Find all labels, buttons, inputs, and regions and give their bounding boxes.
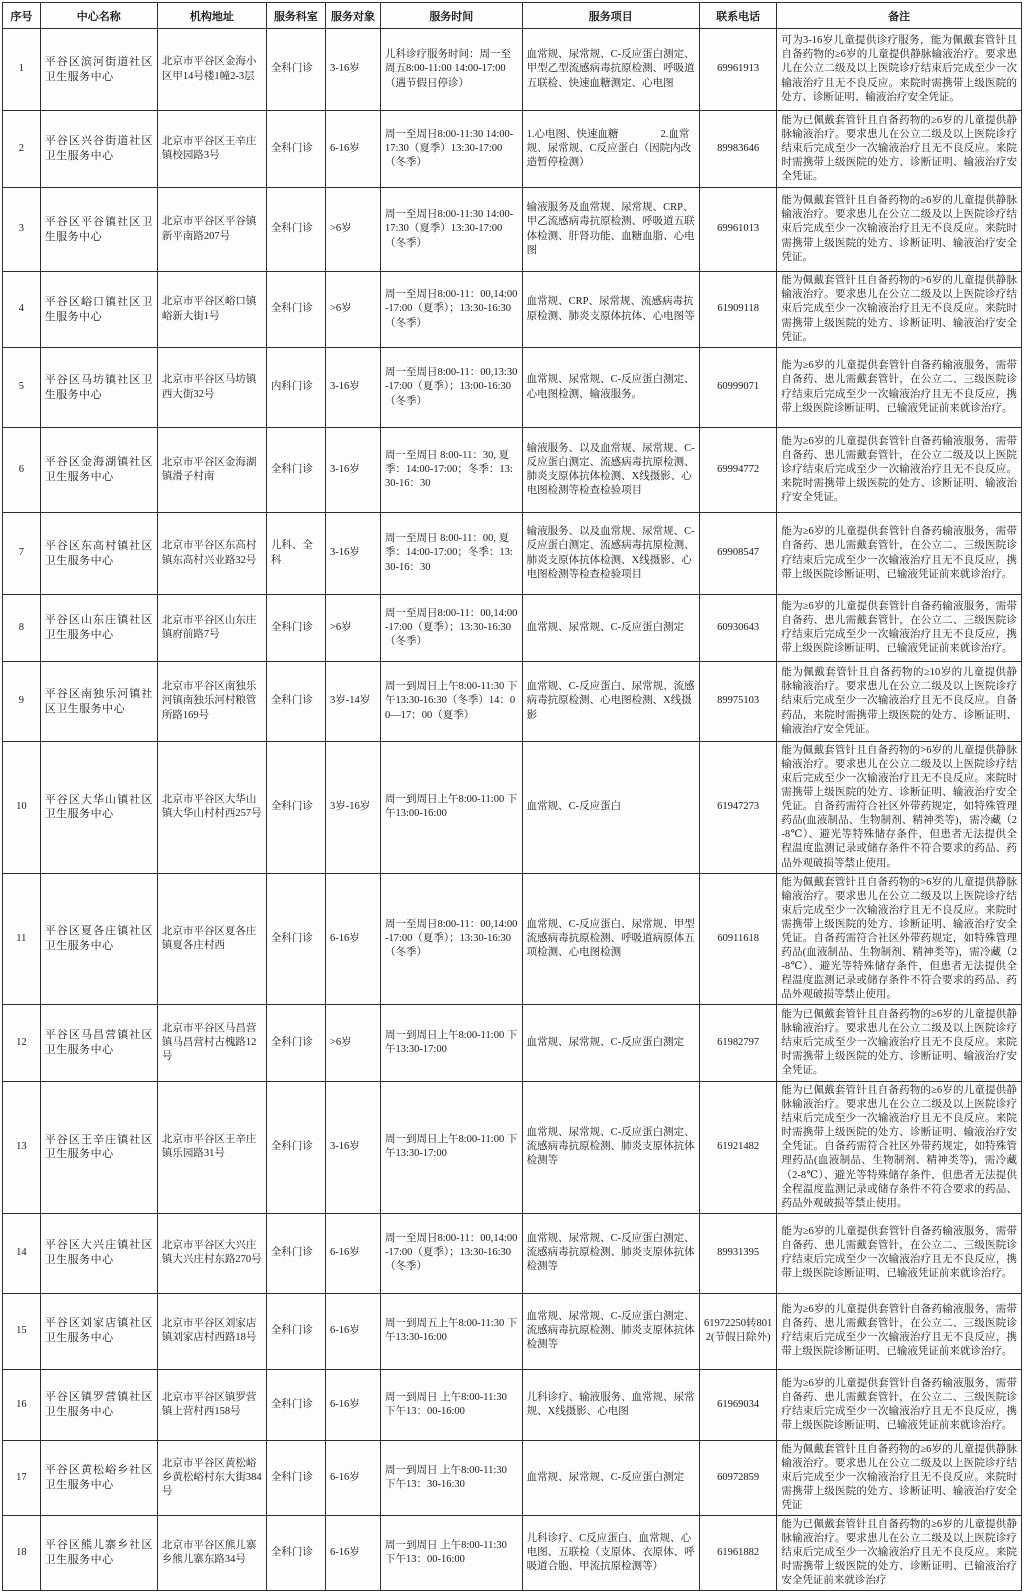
table-row xyxy=(3,111,1022,188)
cell-no: 2 xyxy=(3,111,41,188)
column-header-time: 服务时间 xyxy=(381,3,523,29)
cell-no: 7 xyxy=(3,513,41,595)
cell-address: 北京市平谷区镇罗营镇上营村西158号 xyxy=(157,1369,266,1440)
cell-phone: 69961913 xyxy=(699,29,776,111)
cell-target: 6-16岁 xyxy=(325,873,380,1005)
cell-time: 儿科诊疗服务时间：周一至周五8:00-11:00 14:00-17:00（遇节假日停诊） xyxy=(381,29,523,111)
cell-items: 儿科诊疗、输液服务、血常规、尿常规、X线摄影、心电图 xyxy=(522,1369,699,1440)
table-row xyxy=(3,348,1022,428)
cell-time: 周一至周日8:00-11：00,14:00-17:00（夏季）；13:30-16:30（冬季） xyxy=(381,1213,523,1293)
cell-address: 北京市平谷区刘家店镇刘家店村西路18号 xyxy=(157,1293,266,1369)
table-row xyxy=(3,428,1022,513)
cell-name: 平谷区马坊镇社区卫生服务中心 xyxy=(40,348,157,428)
cell-name: 平谷区马昌营镇社区卫生服务中心 xyxy=(40,1005,157,1082)
cell-name: 平谷区山东庄镇社区卫生服务中心 xyxy=(40,595,157,662)
cell-remark: 能为≥6岁的儿童提供套管针自备药输液服务，需带自备药、患儿需戴套管针，在公立二、三级医院诊疗结束后完成至少一次输液治疗且无不良反应，携带上级医院诊断证明、已输液凭证前来就诊治疗。 xyxy=(777,513,1022,595)
cell-no: 12 xyxy=(3,1005,41,1082)
cell-no: 1 xyxy=(3,29,41,111)
table-row xyxy=(3,1082,1022,1214)
cell-phone: 61982797 xyxy=(699,1005,776,1082)
cell-address: 北京市平谷区熊儿寨乡熊儿寨东路34号 xyxy=(157,1516,266,1591)
column-header-no: 序号 xyxy=(3,3,41,29)
cell-name: 平谷区金海湖镇社区卫生服务中心 xyxy=(40,428,157,513)
cell-time: 周一到周日上午8:00-11:00 下午13:30-17:00 xyxy=(381,1082,523,1214)
table-row xyxy=(3,1369,1022,1440)
column-header-name: 中心名称 xyxy=(40,3,157,29)
cell-address: 北京市平谷区大华山镇大华山村村西257号 xyxy=(157,742,266,874)
cell-name: 平谷区大华山镇社区卫生服务中心 xyxy=(40,742,157,874)
cell-time: 周一到周日上午8:00-11:30 下午13:30-16:30（冬季）14：00—17：00（夏季） xyxy=(381,662,523,742)
cell-target: 3-16岁 xyxy=(325,1082,380,1214)
cell-target: 3-16岁 xyxy=(325,348,380,428)
cell-phone: 61947273 xyxy=(699,742,776,874)
cell-phone: 69961013 xyxy=(699,188,776,272)
table-row xyxy=(3,1213,1022,1293)
cell-name: 平谷区夏各庄镇社区卫生服务中心 xyxy=(40,873,157,1005)
table-row xyxy=(3,513,1022,595)
cell-target: 6-16岁 xyxy=(325,1516,380,1591)
health-centers-table xyxy=(2,2,1022,1591)
table-row xyxy=(3,188,1022,272)
table-row xyxy=(3,1440,1022,1515)
cell-no: 14 xyxy=(3,1213,41,1293)
cell-remark: 能为佩戴套管针且自备药物的≥6岁的儿童提供静脉输液治疗。要求患儿在公立二级及以上医院诊疗结束后完成至少一次输液治疗且无不良反应。来院时需携带上级医院的处方、诊断证明、输液治疗安全凭证。 xyxy=(777,188,1022,272)
cell-no: 9 xyxy=(3,662,41,742)
cell-name: 平谷区王辛庄镇社区卫生服务中心 xyxy=(40,1082,157,1214)
cell-target: 3岁-16岁 xyxy=(325,742,380,874)
cell-no: 10 xyxy=(3,742,41,874)
cell-no: 17 xyxy=(3,1440,41,1515)
cell-items: 血常规、CRP、尿常规、流感病毒抗原检测、肺炎支原体抗体、心电图等 xyxy=(522,272,699,348)
cell-items: 血常规、C-反应蛋白、尿常规、甲型流感病毒抗原检测、呼吸道病原体五项检测、心电图检测 xyxy=(522,873,699,1005)
cell-target: >6岁 xyxy=(325,272,380,348)
cell-dept: 全科门诊 xyxy=(266,111,325,188)
cell-no: 13 xyxy=(3,1082,41,1214)
cell-phone: 61969034 xyxy=(699,1369,776,1440)
cell-remark: 能为≥6岁的儿童提供套管针自备药输液服务，需带自备药、患儿需戴套管针，在公立二级及以上医院诊疗结束后完成至少一次输液治疗且无不良反应。来院时需携带上级医院的处方、诊断证明、输液治疗安全凭证。 xyxy=(777,428,1022,513)
cell-target: >6岁 xyxy=(325,595,380,662)
cell-remark: 能为已佩戴套管针且自备药物的≥6岁的儿童提供静脉输液治疗。要求患儿在公立二级及以上医院诊疗结束后完成至少一次输液治疗且无不良反应。来院时需携带上级医院的处方、诊断证明、输液治疗安全凭证。 xyxy=(777,111,1022,188)
cell-target: 6-16岁 xyxy=(325,1213,380,1293)
cell-phone: 69994772 xyxy=(699,428,776,513)
cell-dept: 全科门诊 xyxy=(266,1213,325,1293)
cell-dept: 全科门诊 xyxy=(266,742,325,874)
cell-dept: 全科门诊 xyxy=(266,662,325,742)
cell-target: 3-16岁 xyxy=(325,29,380,111)
cell-name: 平谷区熊儿寨乡社区卫生服务中心 xyxy=(40,1516,157,1591)
cell-phone: 60930643 xyxy=(699,595,776,662)
cell-dept: 全科门诊 xyxy=(266,188,325,272)
cell-address: 北京市平谷区平谷镇新平南路207号 xyxy=(157,188,266,272)
cell-address: 北京市平谷区峪口镇峪新大街1号 xyxy=(157,272,266,348)
cell-time: 周一到周日 上午8:00-11:30 下午13：30-16:30 xyxy=(381,1440,523,1515)
cell-name: 平谷区峪口镇社区卫生服务中心 xyxy=(40,272,157,348)
cell-address: 北京市平谷区马坊镇西大街32号 xyxy=(157,348,266,428)
cell-phone: 69908547 xyxy=(699,513,776,595)
cell-dept: 全科门诊 xyxy=(266,873,325,1005)
table-row xyxy=(3,29,1022,111)
header-row xyxy=(3,3,1022,29)
cell-name: 平谷区滨河街道社区卫生服务中心 xyxy=(40,29,157,111)
cell-time: 周一到周日上午8:00-11:00 下午13:00-16:00 xyxy=(381,742,523,874)
cell-remark: 能为≥6岁的儿童提供套管针自备药输液服务，需带自备药、患儿需戴套管针，在公立二、三级医院诊疗结束后完成至少一次输液治疗且无不良反应，携带上级医院诊断证明、已输液凭证前来就诊治疗。 xyxy=(777,348,1022,428)
cell-name: 平谷区黄松峪乡社区卫生服务中心 xyxy=(40,1440,157,1515)
cell-phone: 60972859 xyxy=(699,1440,776,1515)
cell-address: 北京市平谷区王辛庄镇校园路3号 xyxy=(157,111,266,188)
cell-name: 平谷区平谷镇社区卫生服务中心 xyxy=(40,188,157,272)
cell-no: 8 xyxy=(3,595,41,662)
cell-dept: 儿科、全科 xyxy=(266,513,325,595)
cell-phone: 89975103 xyxy=(699,662,776,742)
table-row xyxy=(3,873,1022,1005)
cell-time: 周一到周日 上午8:00-11:30 下午13：00-16:00 xyxy=(381,1516,523,1591)
cell-target: 6-16岁 xyxy=(325,111,380,188)
cell-items: 血常规、尿常规、C-反应蛋白测定、甲型乙型流感病毒抗原检测、呼吸道五联检、快速血糖测定、心电图 xyxy=(522,29,699,111)
cell-remark: 能为≥6岁的儿童提供套管针自备药输液服务，需带自备药、患儿需戴套管针，在公立二、三级医院诊疗结束后完成至少一次输液治疗且无不良反应，携带上级医院诊断证明、已输液凭证前来就诊治疗。 xyxy=(777,1293,1022,1369)
table-row xyxy=(3,742,1022,874)
column-header-address: 机构地址 xyxy=(157,3,266,29)
cell-items: 输液服务、以及血常规、尿常规、C-反应蛋白测定、流感病毒抗原检测、肺炎支原体抗体检测、X线摄影、心电图检测等检查检验项目 xyxy=(522,428,699,513)
cell-dept: 全科门诊 xyxy=(266,1369,325,1440)
cell-target: 3-16岁 xyxy=(325,428,380,513)
cell-time: 周一至周日 8:00-11：00, 夏季：14:00-17:00；冬季：13:30-16：30 xyxy=(381,513,523,595)
cell-address: 北京市平谷区马昌营镇马昌营村古槐路12号 xyxy=(157,1005,266,1082)
cell-remark: 能为佩戴套管针且自备药物的>6岁的儿童提供静脉输液治疗。要求患儿在公立二级及以上医院诊疗结束后完成至少一次输液治疗且无不良反应。来院时需携带上级医院的处方、诊断证明、输液治疗安全凭证。 xyxy=(777,272,1022,348)
cell-dept: 全科门诊 xyxy=(266,29,325,111)
cell-items: 输液服务及血常规、尿常规、CRP、甲乙流感病毒抗原检测、呼吸道五联体检测、肝肾功能、血糖血脂、心电图 xyxy=(522,188,699,272)
cell-items: 血常规、尿常规、C-反应蛋白测定 xyxy=(522,1440,699,1515)
cell-items: 输液服务、以及血常规、尿常规、C-反应蛋白测定、流感病毒抗原检测、肺炎支原体抗体检测、X线摄影、心电图检测等检查检验项目 xyxy=(522,513,699,595)
cell-items: 血常规、尿常规、C-反应蛋白测定、流感病毒抗原检测、肺炎支原体抗体检测等 xyxy=(522,1213,699,1293)
table-row xyxy=(3,1005,1022,1082)
column-header-target: 服务对象 xyxy=(325,3,380,29)
cell-no: 6 xyxy=(3,428,41,513)
cell-phone: 89931395 xyxy=(699,1213,776,1293)
cell-remark: 能为≥6岁的儿童提供套管针自备药输液服务，需带自备药、患儿需戴套管针，在公立二、三级医院诊疗结束后完成至少一次输液治疗且无不良反应，携带上级医院诊断证明、已输液凭证前来就诊治疗。 xyxy=(777,1369,1022,1440)
cell-target: >6岁 xyxy=(325,1005,380,1082)
cell-target: 3岁-14岁 xyxy=(325,662,380,742)
cell-address: 北京市平谷区金海湖镇滑子村南 xyxy=(157,428,266,513)
cell-items: 血常规、尿常规、C-反应蛋白测定 xyxy=(522,1005,699,1082)
cell-time: 周一至周日8:00-11:30 14:00-17:30（夏季）13:30-17:00（冬季） xyxy=(381,188,523,272)
cell-no: 3 xyxy=(3,188,41,272)
cell-phone: 61921482 xyxy=(699,1082,776,1214)
cell-address: 北京市平谷区南独乐河镇南独乐河村粮管所路169号 xyxy=(157,662,266,742)
cell-dept: 全科门诊 xyxy=(266,1293,325,1369)
cell-no: 18 xyxy=(3,1516,41,1591)
cell-remark: 能为佩戴套管针且自备药物的≥6岁的儿童提供静脉输液治疗。要求患儿在公立二级及以上医院诊疗结束后完成至少一次输液治疗且无不良反应。来院时需携带上级医院的处方、诊断证明、输液治疗安全凭证 xyxy=(777,1440,1022,1515)
cell-name: 平谷区南独乐河镇社区卫生服务中心 xyxy=(40,662,157,742)
cell-time: 周一到周日上午8:00-11:00 下午13:30-17:00 xyxy=(381,1005,523,1082)
cell-target: 3-16岁 xyxy=(325,513,380,595)
table-row xyxy=(3,662,1022,742)
cell-remark: 能为佩戴套管针且自备药物的>6岁的儿童提供静脉输液治疗。要求患儿在公立二级及以上医院诊疗结束后完成至少一次输液治疗且无不良反应。来院时需携带上级医院的处方、诊断证明、输液治疗安全凭证。自备药需符合社区外带药规定，如特殊管理药品(血液制品、生物制剂、精神类等)，需冷藏（2-8℃）、避光等特殊储存条件，但患者无法提供全程温度监测记录或储存条件不符合要求的药品、药品外观破损等禁止使用。 xyxy=(777,873,1022,1005)
cell-time: 周一到周五上午8:00-11:30 下午13:30-16:00 xyxy=(381,1293,523,1369)
cell-time: 周一至周日8:00-11：00,13:30-17:00（夏季）；13:00-16:30（冬季） xyxy=(381,348,523,428)
cell-items: 血常规、C-反应蛋白、尿常规、流感病毒抗原检测、心电图检测、X线摄影 xyxy=(522,662,699,742)
cell-address: 北京市平谷区山东庄镇府前路7号 xyxy=(157,595,266,662)
table-body xyxy=(3,29,1022,1591)
cell-name: 平谷区镇罗营镇社区卫生服务中心 xyxy=(40,1369,157,1440)
cell-dept: 全科门诊 xyxy=(266,1516,325,1591)
cell-time: 周一至周日8:00-11：00,14:00-17:00（夏季）；13:30-16:30（冬季） xyxy=(381,873,523,1005)
column-header-phone: 联系电话 xyxy=(699,3,776,29)
cell-name: 平谷区兴谷街道社区卫生服务中心 xyxy=(40,111,157,188)
cell-remark: 能为已佩戴套管针且自备药物的≥6岁的儿童提供静脉输液治疗。要求患儿在公立二级及以上医院诊疗结束后完成至少一次输液治疗且无不良反应。来院时需携带上级医院的处方、诊断证明、输液治疗安全凭证。 xyxy=(777,1005,1022,1082)
table-row xyxy=(3,1293,1022,1369)
cell-time: 周一至周日8:00-11：00,14:00-17:00（夏季）；13:30-16:30（冬季） xyxy=(381,272,523,348)
cell-items: 血常规、尿常规、C-反应蛋白测定 xyxy=(522,595,699,662)
cell-address: 北京市平谷区夏各庄镇夏各庄村西 xyxy=(157,873,266,1005)
cell-no: 15 xyxy=(3,1293,41,1369)
cell-time: 周一至周日 8:00-11：30, 夏季：14:00-17:00；冬季：13:30-16：30 xyxy=(381,428,523,513)
cell-remark: 可为3-16岁儿童提供诊疗服务，能为佩戴套管针且自备药物的≥6岁的儿童提供静脉输液治疗。要求患儿在公立二级及以上医院诊疗结束后完成至少一次输液治疗且无不良反应。来院时需携带上级医院的处方、诊断证明、输液治疗安全凭证。 xyxy=(777,29,1022,111)
cell-phone: 60911618 xyxy=(699,873,776,1005)
cell-dept: 全科门诊 xyxy=(266,1440,325,1515)
column-header-remark: 备注 xyxy=(777,3,1022,29)
cell-remark: 能为≥6岁的儿童提供套管针自备药输液服务，需带自备药、患儿需戴套管针，在公立二、三级医院诊疗结束后完成至少一次输液治疗且无不良反应，携带上级医院诊断证明、已输液凭证前来就诊治疗。 xyxy=(777,595,1022,662)
cell-phone: 61972250转8012(节假日除外) xyxy=(699,1293,776,1369)
cell-no: 5 xyxy=(3,348,41,428)
cell-target: >6岁 xyxy=(325,188,380,272)
cell-phone: 89983646 xyxy=(699,111,776,188)
cell-dept: 全科门诊 xyxy=(266,595,325,662)
cell-address: 北京市平谷区大兴庄镇大兴庄村东路270号 xyxy=(157,1213,266,1293)
cell-address: 北京市平谷区王辛庄镇乐园路31号 xyxy=(157,1082,266,1214)
cell-remark: 能为已佩戴套管针且自备药物的≥6岁的儿童提供静脉输液治疗。要求患儿在公立二级及以上医院诊疗结束后完成至少一次输液治疗且无不良反应。来院时需携带上级医院的处方、诊断证明、输液治疗安全凭证。自备药需符合社区外带药规定，如特殊管理药品(血液制品、生物制剂、精神类等)，需冷藏（2-8℃）、避光等特殊储存条件，但患者无法提供全程温度监测记录或储存条件不符合要求的药品、药品外观破损等禁止使用。 xyxy=(777,1082,1022,1214)
cell-time: 周一到周日 上午8:00-11:30 下午13：00-16:00 xyxy=(381,1369,523,1440)
cell-target: 6-16岁 xyxy=(325,1293,380,1369)
cell-dept: 全科门诊 xyxy=(266,1005,325,1082)
cell-name: 平谷区刘家店镇社区卫生服务中心 xyxy=(40,1293,157,1369)
cell-address: 北京市平谷区金海小区甲14号楼1幢2-3层 xyxy=(157,29,266,111)
cell-time: 周一至周日8:00-11：00,14:00-17:00（夏季）；13:30-16:30（冬季） xyxy=(381,595,523,662)
cell-phone: 61909118 xyxy=(699,272,776,348)
cell-items: 血常规、尿常规、C-反应蛋白测定、流感病毒抗原检测、肺炎支原体抗体检测等 xyxy=(522,1082,699,1214)
cell-items: 血常规、尿常规、C-反应蛋白测定、流感病毒抗原检测、肺炎支原体抗体检测等 xyxy=(522,1293,699,1369)
cell-dept: 全科门诊 xyxy=(266,428,325,513)
table-row xyxy=(3,595,1022,662)
cell-no: 16 xyxy=(3,1369,41,1440)
cell-remark: 能为已佩戴套管针且自备药物的≥6岁的儿童提供静脉输液治疗。要求患儿在公立二级及以上医院诊疗结束后完成至少一次输液治疗且无不良反应。来院时需携带上级医院的处方、诊断证明、已输液治疗安全凭证前来就诊治疗 xyxy=(777,1516,1022,1591)
table-row xyxy=(3,1516,1022,1591)
cell-name: 平谷区大兴庄镇社区卫生服务中心 xyxy=(40,1213,157,1293)
table-row xyxy=(3,272,1022,348)
cell-dept: 全科门诊 xyxy=(266,1082,325,1214)
cell-dept: 内科门诊 xyxy=(266,348,325,428)
cell-name: 平谷区东高村镇社区卫生服务中心 xyxy=(40,513,157,595)
cell-items: 血常规、尿常规、C-反应蛋白测定、心电图检测、输液服务。 xyxy=(522,348,699,428)
cell-address: 北京市平谷区东高村镇东高村兴业路32号 xyxy=(157,513,266,595)
cell-target: 6-16岁 xyxy=(325,1369,380,1440)
cell-items: 血常规、C-反应蛋白 xyxy=(522,742,699,874)
cell-address: 北京市平谷区黄松峪乡黄松峪村东大街384号 xyxy=(157,1440,266,1515)
cell-no: 11 xyxy=(3,873,41,1005)
column-header-dept: 服务科室 xyxy=(266,3,325,29)
cell-remark: 能为佩戴套管针且自备药物的>6岁的儿童提供静脉输液治疗。要求患儿在公立二级及以上医院诊疗结束后完成至少一次输液治疗且无不良反应。来院时需携带上级医院的处方、诊断证明、输液治疗安全凭证。自备药需符合社区外带药规定，如特殊管理药品(血液制品、生物制剂、精神类等)，需冷藏（2-8℃）、避光等特殊储存条件，但患者无法提供全程温度监测记录或储存条件不符合要求的药品、药品外观破损等禁止使用。 xyxy=(777,742,1022,874)
cell-remark: 能为≥6岁的儿童提供套管针自备药输液服务，需带自备药、患儿需戴套管针，在公立二、三级医院诊疗结束后完成至少一次输液治疗且无不良反应，携带上级医院诊断证明、已输液凭证前来就诊治疗。 xyxy=(777,1213,1022,1293)
cell-time: 周一至周日8:00-11:30 14:00-17:30（夏季）13:30-17:00（冬季） xyxy=(381,111,523,188)
cell-target: 6-16岁 xyxy=(325,1440,380,1515)
cell-no: 4 xyxy=(3,272,41,348)
cell-remark: 能为佩戴套管针且自备药物的≥10岁的儿童提供静脉输液治疗。要求患儿在公立二级及以上医院诊疗结束后完成至少一次输液治疗且无不良反应。自备药品，来院时需携带上级医院的处方、诊断证明、输液治疗安全凭证。 xyxy=(777,662,1022,742)
cell-dept: 全科门诊 xyxy=(266,272,325,348)
cell-phone: 61961882 xyxy=(699,1516,776,1591)
cell-phone: 60999071 xyxy=(699,348,776,428)
cell-items: 1.心电图、快速血糖 2.血常规、尿常规、C反应蛋白（因院内改造暂停检测） xyxy=(522,111,699,188)
cell-items: 儿科诊疗、C反应蛋白、血常规、心电图、五联检（支原体、衣原体、呼吸道合胞、甲流抗原检测等） xyxy=(522,1516,699,1591)
column-header-items: 服务项目 xyxy=(522,3,699,29)
